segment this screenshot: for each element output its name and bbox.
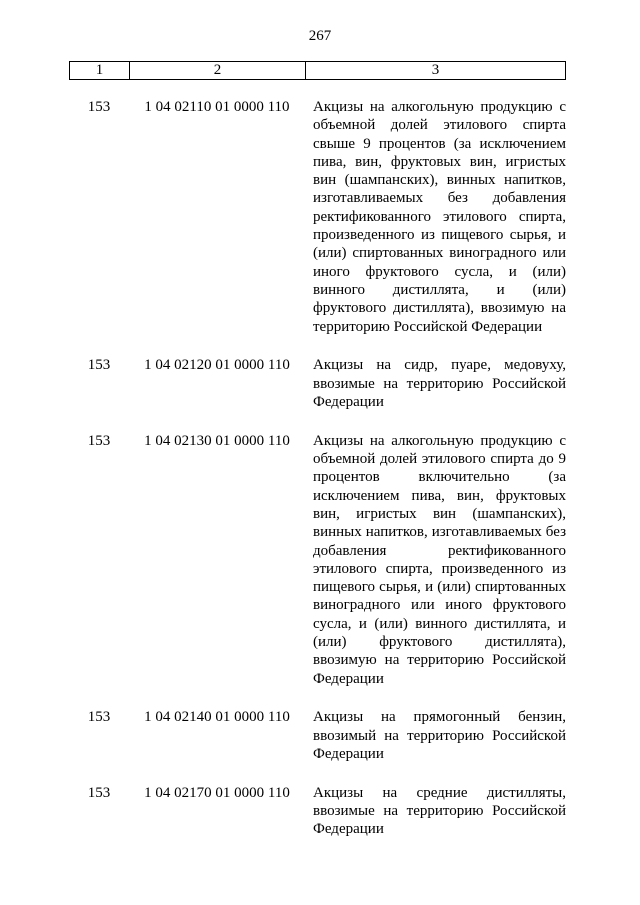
revenue-name: Акцизы на алкогольную продукцию с объемной долей этилового спирта до 9 процентов включительно (за исключением пива, вин, фруктовых вин, игристых вин (шампанских), винных напитков, изготавливаемых без добавления ректификованного этилового спирта, произведенного из пищевого сырья, и (или) спиртованных виноградного или иного фруктового сусла, и (или) винного дистиллята, и (или) фруктового дистиллята), ввозимую на территорию Российской Федерации (313, 432, 566, 687)
table-row (69, 356, 566, 411)
table-body (69, 98, 566, 839)
admin-code: 153 (87, 432, 111, 449)
admin-code: 153 (87, 357, 111, 374)
admin-code: 153 (87, 99, 111, 115)
header-col-1: 1 (70, 62, 130, 79)
budget-classification-code: 1 04 02130 01 0000 110 (144, 432, 290, 449)
admin-code: 153 (87, 784, 111, 801)
revenue-name: Акцизы на сидр, пуаре, медовуху, ввозимые на территорию Российской Федерации (313, 357, 566, 410)
table-row (69, 432, 566, 688)
table-row (69, 98, 566, 336)
admin-code: 153 (87, 709, 111, 726)
table-row (69, 784, 566, 839)
revenue-name: Акцизы на средние дистилляты, ввозимые на территорию Российской Федерации (313, 784, 566, 838)
revenue-name: Акцизы на алкогольную продукцию с объемной долей этилового спирта свыше 9 процентов (за исключением пива, вин, фруктовых вин, игристых вин (шампанских), винных напитков, изготавливаемых без добавления ректификованного этилового спирта, произведенного из пищевого сырья, и (или) спиртованных виноградного или иного фруктового сусла, и (или) винного дистиллята, и (или) фруктового дистиллята), ввозимую на территорию Российской Федерации (313, 99, 566, 335)
header-col-2: 2 (130, 62, 306, 79)
revenue-name: Акцизы на прямогонный бензин, ввозимый на территорию Российской Федерации (313, 709, 566, 762)
budget-classification-code: 1 04 02120 01 0000 110 (144, 357, 290, 374)
header-col-3: 3 (431, 62, 440, 78)
budget-classification-code: 1 04 02170 01 0000 110 (144, 784, 290, 801)
page-number: 267 (308, 28, 332, 44)
budget-classification-code: 1 04 02110 01 0000 110 (144, 99, 290, 115)
table-row (69, 708, 566, 763)
table-header (69, 61, 566, 80)
budget-classification-code: 1 04 02140 01 0000 110 (144, 709, 290, 726)
